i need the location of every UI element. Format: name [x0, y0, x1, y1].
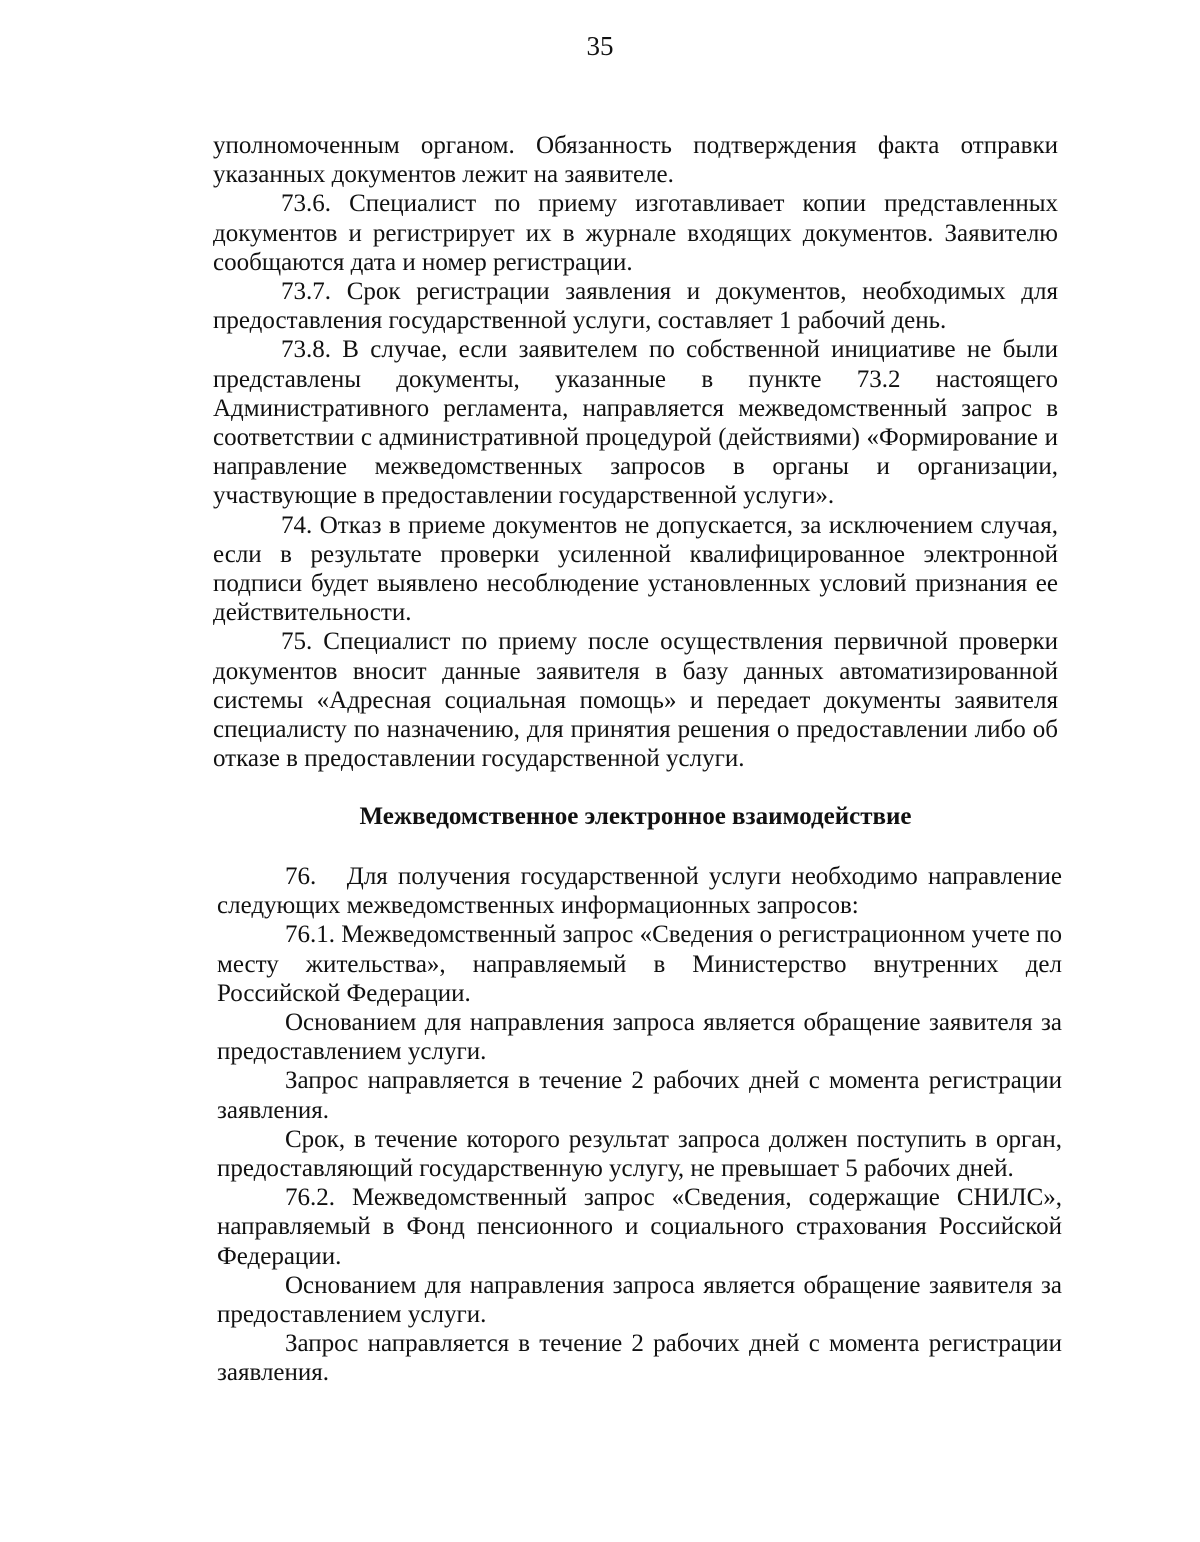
- text-block-top: [213, 131, 1058, 773]
- paragraph-76-1: 76.1. Межведомственный запрос «Сведения о регистрационном учете по месту жительства», направляемый в Министерство внутренних дел Российской Федерации.: [217, 921, 1062, 1007]
- paragraph-deadline: Срок, в течение которого результат запроса должен поступить в орган, предоставляющий государственную услугу, не превышает 5 рабочих дней.: [217, 1125, 1062, 1183]
- paragraph-request-2: Запрос направляется в течение 2 рабочих дней с момента регистрации заявления.: [217, 1330, 1062, 1387]
- paragraph-continuation: уполномоченным органом. Обязанность подтверждения факта отправки указанных документов лежит на заявителе.: [213, 132, 1058, 189]
- paragraph-request-1: Запрос направляется в течение 2 рабочих дней с момента регистрации заявления.: [217, 1067, 1062, 1124]
- paragraph-73-7: 73.7. Срок регистрации заявления и документов, необходимых для предоставления государственной услуги, составляет 1 рабочий день.: [213, 278, 1058, 335]
- paragraph-76: 76. Для получения государственной услуги необходимо направление следующих межведомственных информационных запросов:: [217, 863, 1069, 920]
- paragraph-75: 75. Специалист по приему после осуществления первичной проверки документов вносит данные заявителя в базу данных автоматизированной системы «Адресная социальная помощь» и передает документы заявителя специалисту по назначению, для принятия решения о предоставлении либо об отказе в предоставлении государственной услуги.: [213, 628, 1058, 773]
- paragraph-74: 74. Отказ в приеме документов не допускается, за исключением случая, если в результате проверки усиленной квалифицированное электронной подписи будет выявлено несоблюдение установленных условий признания ее действительности.: [213, 511, 1058, 627]
- page-number: 35: [586, 31, 614, 61]
- text-block-bottom: [217, 862, 1069, 1388]
- paragraph-basis-1: Основанием для направления запроса является обращение заявителя за предоставлением услуги.: [217, 1009, 1062, 1066]
- paragraph-73-6: 73.6. Специалист по приему изготавливает копии представленных документов и регистрирует их в журнале входящих документов. Заявителю сообщаются дата и номер регистрации.: [213, 190, 1058, 276]
- section-heading: Межведомственное электронное взаимодействие: [359, 803, 912, 830]
- paragraph-76-2: 76.2. Межведомственный запрос «Сведения, содержащие СНИЛС», направляемый в Фонд пенсионного и социального страхования Российской Федерации.: [217, 1184, 1062, 1270]
- paragraph-73-8: 73.8. В случае, если заявителем по собственной инициативе не были представлены документы, указанные в пункте 73.2 настоящего Административного регламента, направляется межведомственный запрос в соответствии с административной процедурой (действиями) «Формирование и направление межведомственных запросов в органы и организации, участвующие в предоставлении государственной услуги».: [213, 336, 1058, 510]
- paragraph-basis-2: Основанием для направления запроса является обращение заявителя за предоставлением услуги.: [217, 1271, 1062, 1329]
